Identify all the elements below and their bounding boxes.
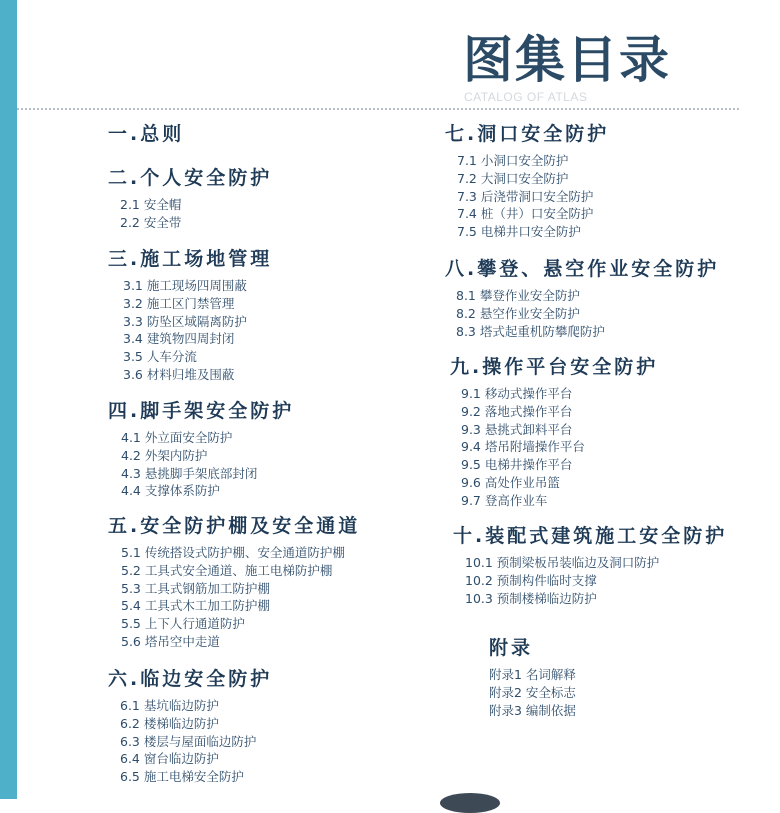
toc-item[interactable]: 10.3 预制楼梯临边防护 xyxy=(465,590,597,606)
toc-item[interactable]: 6.5 施工电梯安全防护 xyxy=(120,769,244,785)
section-title[interactable]: 十.装配式建筑施工安全防护 xyxy=(453,525,728,547)
toc-item[interactable]: 5.4 工具式木工加工防护棚 xyxy=(121,598,270,614)
section-scaffold-protection xyxy=(108,399,294,500)
toc-item[interactable]: 4.3 悬挑脚手架底部封闭 xyxy=(121,465,258,481)
section-prefab-construction xyxy=(453,524,727,607)
section-title[interactable]: 二.个人安全防护 xyxy=(108,167,273,189)
toc-item[interactable]: 2.1 安全帽 xyxy=(120,197,182,212)
section-title[interactable]: 九.操作平台安全防护 xyxy=(450,356,659,378)
section-title[interactable]: 六.临边安全防护 xyxy=(108,668,273,690)
toc-item[interactable]: 8.1 攀登作业安全防护 xyxy=(456,288,580,303)
toc-item[interactable]: 5.5 上下人行通道防护 xyxy=(121,616,245,632)
toc-item[interactable]: 3.1 施工现场四周围蔽 xyxy=(123,278,247,293)
section-site-management xyxy=(108,247,272,384)
toc-item[interactable]: 6.1 基坑临边防护 xyxy=(120,698,219,713)
toc-item[interactable]: 8.3 塔式起重机防攀爬防护 xyxy=(456,323,605,339)
toc-item[interactable]: 9.3 悬挑式卸料平台 xyxy=(461,421,573,437)
toc-item[interactable]: 3.3 防坠区域隔离防护 xyxy=(123,313,247,329)
toc-item[interactable]: 3.2 施工区门禁管理 xyxy=(123,295,235,311)
section-appendix xyxy=(489,636,576,719)
page-subtitle: CATALOG OF ATLAS xyxy=(464,90,588,104)
toc-item[interactable]: 4.1 外立面安全防护 xyxy=(121,430,233,445)
toc-item[interactable]: 6.3 楼层与屋面临边防护 xyxy=(120,733,257,749)
toc-item[interactable]: 7.2 大洞口安全防护 xyxy=(457,170,569,186)
section-climbing-suspended xyxy=(445,257,719,340)
section-platform-protection xyxy=(450,355,658,510)
left-accent-bar xyxy=(0,0,17,799)
section-title[interactable]: 四.脚手架安全防护 xyxy=(108,400,295,422)
section-title[interactable]: 五.安全防护棚及安全通道 xyxy=(108,515,361,537)
page-title: 图集目录 xyxy=(463,31,671,89)
toc-item[interactable]: 4.2 外架内防护 xyxy=(121,447,208,463)
section-general xyxy=(108,122,184,146)
toc-item[interactable]: 3.6 材料归堆及围蔽 xyxy=(123,366,235,382)
toc-item[interactable]: 5.1 传统搭设式防护棚、安全通道防护棚 xyxy=(121,545,345,560)
toc-item[interactable]: 8.2 悬空作业安全防护 xyxy=(456,305,580,321)
toc-item[interactable]: 7.4 桩（井）口安全防护 xyxy=(457,206,594,222)
toc-item[interactable]: 9.4 塔吊附墙操作平台 xyxy=(461,439,585,455)
section-title[interactable]: 三.施工场地管理 xyxy=(108,248,273,270)
toc-item[interactable]: 5.2 工具式安全通道、施工电梯防护棚 xyxy=(121,562,333,578)
toc-item[interactable]: 9.6 高处作业吊篮 xyxy=(461,474,560,490)
toc-item[interactable]: 6.2 楼梯临边防护 xyxy=(120,715,219,731)
toc-item[interactable]: 5.6 塔吊空中走道 xyxy=(121,633,220,649)
toc-item[interactable]: 9.1 移动式操作平台 xyxy=(461,386,573,401)
section-title[interactable]: 八.攀登、悬空作业安全防护 xyxy=(445,258,720,280)
section-title[interactable]: 七.洞口安全防护 xyxy=(445,123,610,145)
toc-item[interactable]: 附录3 编制依据 xyxy=(489,702,576,718)
section-title[interactable]: 附录 xyxy=(489,637,534,659)
toc-item[interactable]: 7.1 小洞口安全防护 xyxy=(457,153,569,168)
section-title[interactable]: 一.总则 xyxy=(108,123,185,145)
toc-item[interactable]: 4.4 支撑体系防护 xyxy=(121,483,220,499)
toc-item[interactable]: 附录2 安全标志 xyxy=(489,684,576,700)
toc-item[interactable]: 2.2 安全带 xyxy=(120,214,182,230)
bottom-decoration xyxy=(440,793,500,813)
toc-item[interactable]: 6.4 窗台临边防护 xyxy=(120,751,219,767)
toc-item[interactable]: 9.2 落地式操作平台 xyxy=(461,403,573,419)
toc-item[interactable]: 7.5 电梯井口安全防护 xyxy=(457,224,581,240)
toc-item[interactable]: 7.3 后浇带洞口安全防护 xyxy=(457,188,594,204)
toc-item[interactable]: 9.7 登高作业车 xyxy=(461,492,548,508)
toc-item[interactable]: 10.1 预制梁板吊装临边及洞口防护 xyxy=(465,555,660,570)
section-personal-protection xyxy=(108,166,272,232)
section-protection-shed xyxy=(108,514,360,651)
toc-item[interactable]: 10.2 预制构件临时支撑 xyxy=(465,572,597,588)
toc-item[interactable]: 3.5 人车分流 xyxy=(123,349,197,365)
dotted-divider xyxy=(17,108,739,110)
toc-item[interactable]: 3.4 建筑物四周封闭 xyxy=(123,331,235,347)
toc-item[interactable]: 附录1 名词解释 xyxy=(489,667,576,682)
toc-item[interactable]: 9.5 电梯井操作平台 xyxy=(461,457,573,473)
toc-item[interactable]: 5.3 工具式钢筋加工防护棚 xyxy=(121,580,270,596)
section-edge-protection xyxy=(108,667,272,786)
section-opening-protection xyxy=(445,122,609,241)
